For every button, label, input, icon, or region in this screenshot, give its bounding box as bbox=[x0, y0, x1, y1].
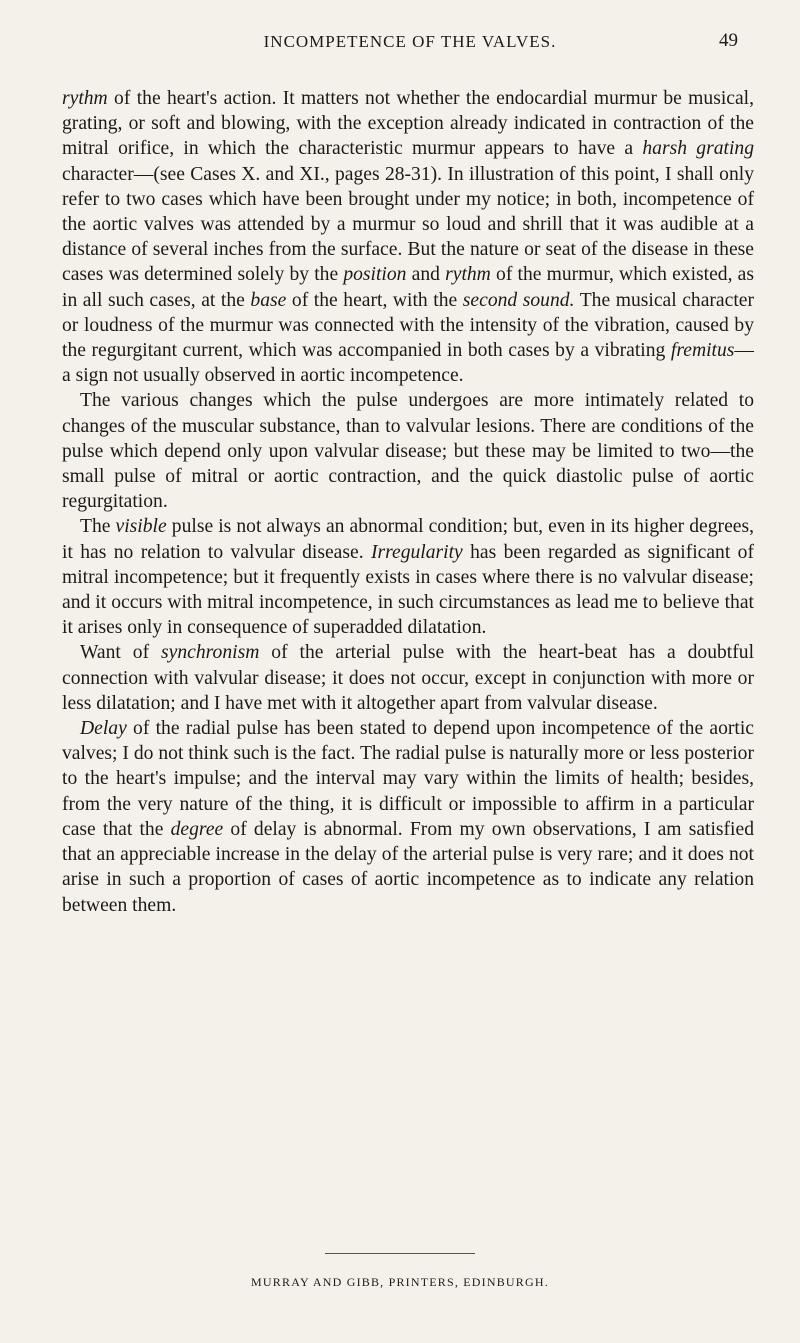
footer-rule bbox=[325, 1253, 475, 1254]
paragraph-1 bbox=[62, 86, 754, 388]
body-text bbox=[62, 86, 754, 918]
italic-second-sound: second sound. bbox=[462, 289, 575, 311]
printer-colophon: MURRAY AND GIBB, PRINTERS, EDINBURGH. bbox=[251, 1275, 549, 1289]
running-title: INCOMPETENCE OF THE VALVES. bbox=[263, 32, 557, 51]
text-run: of the heart's action. It matters not whether the endocardial murmur be musical, grating, or soft and blowing, with the exception already indicated in contraction of the mitral orifice, in which the characteristic murmur appears to have a bbox=[62, 88, 754, 160]
italic-position: position bbox=[343, 264, 407, 286]
italic-harsh-grating: harsh grating bbox=[642, 138, 754, 160]
italic-rythm: rythm bbox=[62, 88, 108, 109]
text-run: —a sign not usually observed in aortic incompetence. bbox=[62, 340, 754, 387]
text-run: and bbox=[406, 264, 446, 286]
italic-irregularity: Irregularity bbox=[370, 541, 463, 563]
italic-degree: degree bbox=[170, 818, 224, 840]
text-run: of the murmur, which existed, as in all such cases, at the bbox=[62, 264, 754, 311]
text-run: of the arterial pulse with the heart-beat has a doubtful connection with valvular disease; it does not occur, except in conjunction with more or less dilatation; and I have met with it altogether apart from valvular disease. bbox=[62, 642, 755, 714]
italic-visible: visible bbox=[115, 516, 167, 538]
text-run: Want of bbox=[80, 642, 162, 664]
text-run: character—(see Cases X. and XI., pages 28-31). In illustration of this point, I shall only refer to two cases which have been brought under my notice; in both, incompetence of the aortic valves was attended by a murmur so loud and shrill that it was audible at a distance of several inches from the surface. But the nature or seat of the disease in these cases was determined solely by the bbox=[62, 163, 754, 286]
text-run: of the radial pulse has been stated to depend upon incompetence of the aortic valves; I do not think such is the fact. The radial pulse is naturally more or less posterior to the heart's impulse; and the interval may vary within the limits of health; besides, from the very nature of the thing, it is difficult or impossible to affirm in a particular case that the bbox=[62, 718, 754, 840]
text-run: of delay is abnormal. From my own observations, I am satisfied that an appreciable increase in the delay of the arterial pulse is very rare; and it does not arise in such a proportion of cases of aortic incompetence as to indicate any relation between them. bbox=[62, 818, 754, 916]
text-run: The bbox=[80, 516, 116, 538]
italic-fremitus: fremitus bbox=[670, 340, 735, 362]
paragraph-3 bbox=[62, 514, 754, 640]
text-run: has been regarded as significant of mitral incompetence; but it frequently exists in cases where there is no valvular disease; and it occurs with mitral incompetence, in such circumstances as lead me to believe that it arises only in consequence of superadded dilatation. bbox=[62, 541, 754, 639]
italic-rythm: rythm bbox=[445, 264, 491, 286]
italic-delay: Delay bbox=[80, 718, 127, 740]
text-run: The musical character or loudness of the murmur was connected with the intensity of the vibration, caused by the regurgitant current, which was accompanied in both cases by a vibrating bbox=[62, 289, 754, 362]
text-run: pulse is not always an abnormal condition; but, even in its higher degrees, it has no relation to valvular disease. bbox=[62, 516, 754, 563]
italic-synchronism: synchronism bbox=[161, 642, 260, 664]
paragraph-5 bbox=[62, 716, 754, 918]
text-run: of the heart, with the bbox=[286, 289, 463, 311]
page-number: 49 bbox=[719, 30, 738, 51]
text-run: The various changes which the pulse undergoes are more intimately related to changes of the muscular substance, than to valvular lesions. There are conditions of the pulse which depend only upon valvular disease; but these may be limited to two—the small pulse of mitral or aortic contraction, and the quick diastolic pulse of aortic regurgitation. bbox=[62, 390, 754, 513]
italic-base: base bbox=[250, 289, 287, 311]
paragraph-4 bbox=[62, 640, 754, 716]
paragraph-2 bbox=[62, 388, 754, 514]
